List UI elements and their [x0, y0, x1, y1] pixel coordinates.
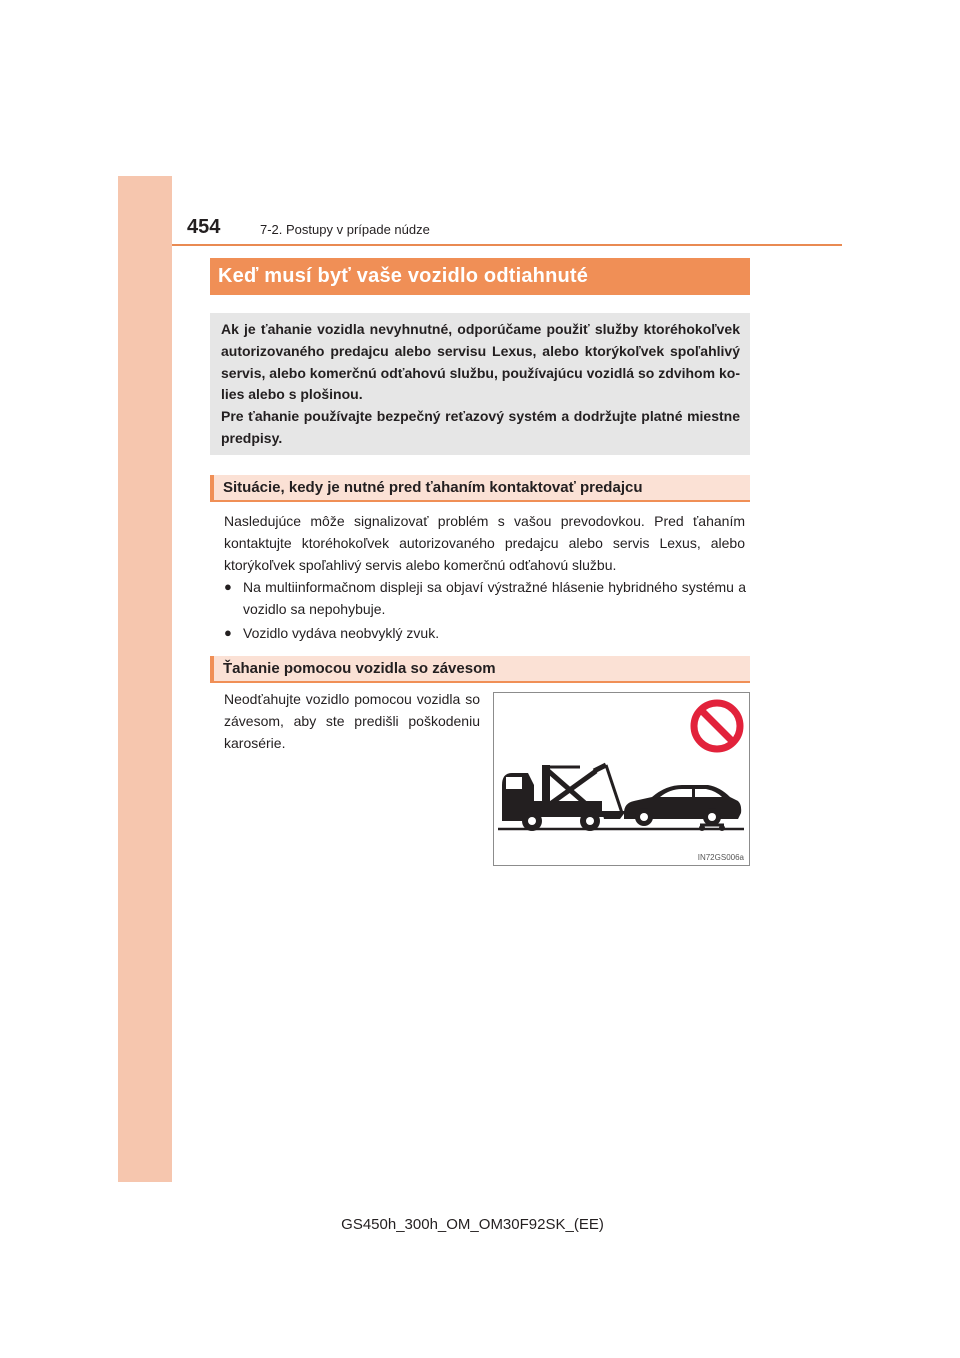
- subheading-dealer-situations: Situácie, kedy je nutné pred ťahaním kontaktovať predajcu: [210, 475, 750, 502]
- side-tab-band: [118, 176, 172, 1182]
- list-item-text: Na multiinformačnom displeji sa objaví výstražné hlásenie hybridného systému a vozidlo sa nepohybuje.: [243, 579, 746, 617]
- intro-paragraph-1: Ak je ťahanie vozidla nevyhnutné, odporúčame použiť služby ktoréhokoľvek autorizovaného predajcu alebo servisu Lexus, alebo ktorýkoľvek spoľahlivý servis, alebo komerčnú odťahovú službu, používajúcu vozidlá so zdvihom kolies alebo s plošinou.: [221, 321, 740, 403]
- running-header-section: 7-2. Postupy v prípade núdze: [260, 222, 430, 237]
- page-title: Keď musí byť vaše vozidlo odtiahnuté: [210, 258, 750, 295]
- intro-box: [210, 313, 750, 455]
- footer-doc-code: [0, 1216, 960, 1233]
- prohibition-sign-icon: [694, 703, 740, 749]
- intro-paragraph-2: Pre ťahanie používajte bezpečný reťazový systém a dodržujte platné miestne predpisy.: [221, 408, 740, 446]
- sling-tow-illustration: [493, 692, 750, 866]
- footer-text: GS450h_300h_OM_OM30F92SK_(EE): [341, 1216, 604, 1233]
- figure-code: IN72GS006a: [697, 853, 744, 862]
- truck-window: [506, 777, 522, 789]
- header-rule: [172, 244, 842, 246]
- bullet-icon: ●: [224, 579, 232, 594]
- subheading-sling-towing: Ťahanie pomocou vozidla so závesom: [210, 656, 750, 683]
- list-item-text: Vozidlo vydáva neobvyklý zvuk.: [243, 625, 440, 641]
- sling-towing-text: Neodťahujte vozidlo pomocou vozidla so závesom, aby ste predišli poškodeniu karosérie.: [224, 691, 480, 751]
- bullet-icon: ●: [224, 625, 232, 640]
- list-item: [224, 622, 746, 644]
- dealer-situations-text: Nasledujúce môže signalizovať problém s vašou prevodovkou. Pred ťahaním kontaktujte ktoréhokoľvek autorizovaného predajcu alebo servis Lexus, alebo ktorýkoľvek spoľahlivý servis alebo komerčnú odťahovú službu.: [224, 513, 745, 573]
- list-item: [224, 576, 746, 620]
- tow-truck-car-drawing: [494, 693, 749, 865]
- page-number: 454: [187, 216, 221, 238]
